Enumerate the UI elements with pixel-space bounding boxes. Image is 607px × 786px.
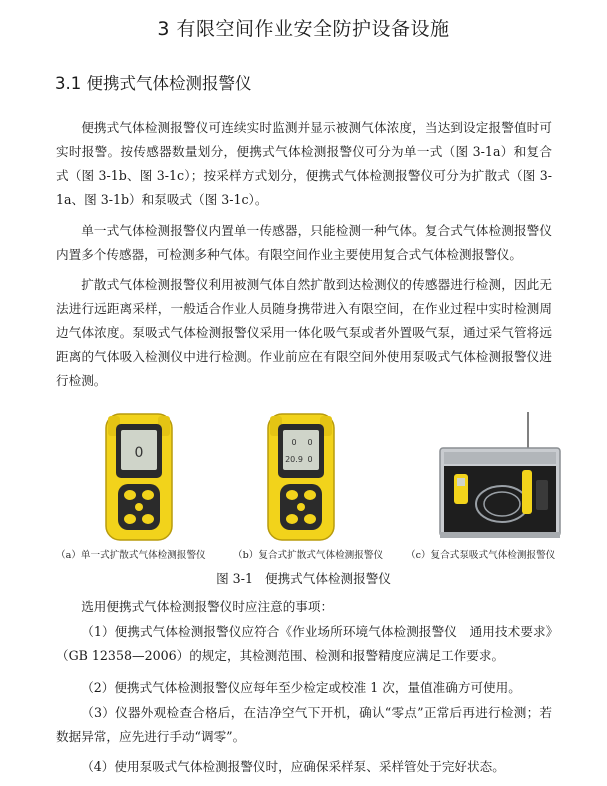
svg-text:0: 0 <box>134 445 144 461</box>
precaution-item-4: （4）使用泵吸式气体检测报警仪时，应确保采样泵、采样管处于完好状态。 <box>81 759 505 774</box>
figure-title <box>0 568 607 587</box>
precautions-intro: 选用便携式气体检测报警仪时应注意的事项： <box>81 599 334 614</box>
svg-text:20.9: 20.9 <box>285 455 303 464</box>
svg-text:0: 0 <box>307 438 313 447</box>
figure-title-text: 便携式气体检测报警仪 <box>264 571 391 586</box>
pump-detector-case-image <box>432 412 568 542</box>
paragraph-2: 单一式气体检测报警仪内置单一传感器，只能检测一种气体。复合式气体检测报警仪内置多个传感器，可检测多种气体。有限空间作业主要使用复合式气体检测报警仪。 <box>56 223 552 262</box>
precaution-item-1: （1）便携式气体检测报警仪应符合《作业场所环境气体检测报警仪 通用技术要求》（GB 12358—2006）的规定，其检测范围、检测和报警精度应满足工作要求。 <box>56 624 552 663</box>
figure-number: 图 3-1 <box>216 571 253 586</box>
caption-c: （c）复合式泵吸式气体检测报警仪 <box>406 550 556 561</box>
chapter-title: 3 有限空间作业安全防护设备设施 <box>157 18 450 40</box>
section-title: 3.1 便携式气体检测报警仪 <box>55 74 252 93</box>
precaution-item-2: （2）便携式气体检测报警仪应每年至少检定或校准 1 次，量值准确方可使用。 <box>81 680 521 695</box>
paragraph-3: 扩散式气体检测报警仪利用被测气体自然扩散到达检测仪的传感器进行检测，因此无法进行远距离采样，一般适合作业人员随身携带进入有限空间，在作业过程中实时检测周边气体浓度。泵吸式气体检测报警仪采用一体化吸气泵或者外置吸气泵，通过采气管将远距离的气体吸入检测仪中进行检测。作业前应在有限空间外使用泵吸式气体检测报警仪进行检测。 <box>56 277 552 388</box>
single-gas-detector-image <box>84 412 194 542</box>
figure-3-1-images <box>56 412 556 542</box>
multi-gas-detector-image <box>246 412 356 542</box>
precaution-item-3: （3）仪器外观检查合格后，在洁净空气下开机，确认“零点”正常后再进行检测；若数据异常，应先进行手动“调零”。 <box>56 705 552 744</box>
paragraph-1: 便携式气体检测报警仪可连续实时监测并显示被测气体浓度，当达到设定报警值时可实时报警。按传感器数量划分，便携式气体检测报警仪可分为单一式（图 3-1a）和复合式（图 3-1b、图 3-1c）；按采样方式划分，便携式气体检测报警仪可分为扩散式（图 3-1a、图 3-1b）和泵吸式（图 3-1c）。 <box>56 120 552 207</box>
svg-text:0: 0 <box>291 438 297 447</box>
caption-b: （b）复合式扩散式气体检测报警仪 <box>233 550 384 561</box>
svg-text:0: 0 <box>307 455 313 464</box>
caption-a: （a）单一式扩散式气体检测报警仪 <box>56 550 206 561</box>
